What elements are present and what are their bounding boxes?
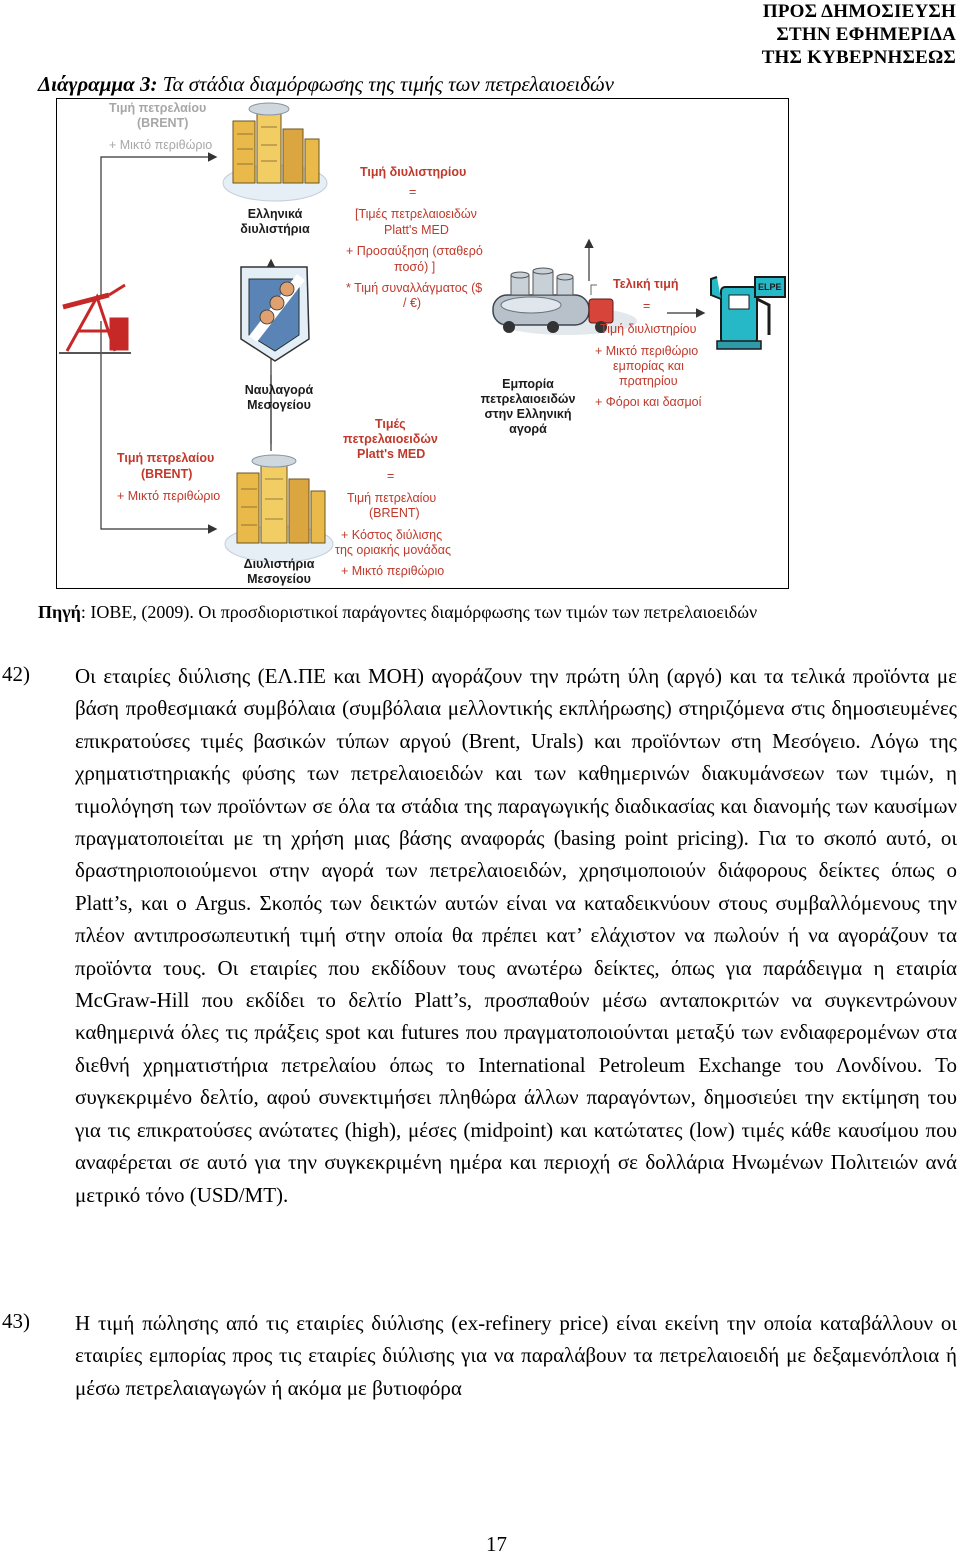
stamp-line: ΣΤΗΝ ΕΦΗΜΕΡΙΔΑ	[776, 24, 956, 45]
faded-brent-label: (BRENT)	[137, 116, 189, 130]
diagram-title-label: Διάγραμμα 3:	[38, 72, 158, 96]
platts-line1: Τιμή πετρελαίου	[347, 491, 437, 505]
final-price-line2: + Μικτό περιθώριο	[595, 344, 699, 358]
greek-refineries-label	[235, 207, 315, 237]
platts-line2: (BRENT)	[369, 506, 420, 520]
final-price-line4: πρατηρίου	[619, 374, 678, 388]
greek-refineries-line1: Ελληνικά	[247, 207, 303, 221]
paragraph-text: Η τιμή πώλησης από τις εταιρίες διύλισης (ex-refinery price) είναι εκείνη την οποία καταβάλλουν οι εταιρίες εμπορίας προς τις εταιρίες διύλισης για να παραλάβουν τα πετρελαιοειδή με δεξαμενόπλοια ή μέσω πετρελαιαγωγών ή ακόμα με βυτιοφόρα	[75, 1311, 957, 1400]
platts-eq: =	[387, 469, 395, 483]
shipping-line1: Ναυλαγορά	[244, 383, 314, 397]
trade-line4: αγορά	[509, 422, 547, 436]
diagram-title	[38, 72, 614, 97]
final-price-title: Τελική τιμή	[613, 277, 679, 291]
pump-sign-label: ELPE	[758, 282, 782, 292]
oil-price-margin: + Μικτό περιθώριο	[117, 489, 221, 503]
med-refineries-line2: Μεσογείου	[247, 572, 311, 586]
final-price-line5: + Φόροι και δασμοί	[595, 395, 702, 409]
paragraph-number: 43)	[2, 1309, 30, 1333]
refinery-price-line5: * Τιμή συναλλάγματος ($	[346, 281, 483, 295]
trade-line3: στην Ελληνική	[484, 407, 572, 421]
page-number: 17	[486, 1532, 507, 1556]
platts-title2: πετρελαιοειδών	[343, 432, 438, 446]
source-label: Πηγή	[38, 602, 81, 622]
faded-margin-label: + Μικτό περιθώριο	[109, 138, 213, 152]
tanker-badge-icon	[241, 267, 309, 361]
platts-line3: + Κόστος διύλισης	[341, 528, 443, 542]
refinery-price-line4: ποσό) ]	[394, 260, 436, 274]
paragraph-number: 42)	[2, 662, 30, 686]
med-refineries-label	[233, 557, 325, 587]
shipping-label	[233, 383, 325, 413]
trade-line1: Εμπορία	[502, 377, 554, 391]
final-price-line3: εμπορίας και	[613, 359, 684, 373]
refinery-price-line3: + Προσαύξηση (σταθερό	[346, 244, 483, 258]
platts-title1: Τιμές	[375, 417, 406, 431]
stamp-line: ΠΡΟΣ ΔΗΜΟΣΙΕΥΣΗ	[762, 1, 956, 22]
stamp-line: ΤΗΣ ΚΥΒΕΡΝΗΣΕΩΣ	[761, 47, 956, 68]
med-refineries-line1: Διυλιστήρια	[243, 557, 315, 571]
platts-line4: της οριακής μονάδας	[335, 543, 451, 557]
trade-line2: πετρελαιοειδών	[480, 392, 576, 406]
platts-title3: Platt's MED	[357, 447, 426, 461]
trade-label	[473, 377, 583, 437]
refinery-price-eq: =	[409, 185, 417, 199]
figure-source	[38, 602, 757, 623]
source-text: : ΙΟΒΕ, (2009). Οι προσδιοριστικοί παράγοντες διαμόρφωσης των τιμών των πετρελαιοειδών	[80, 602, 758, 622]
paragraph-text: Οι εταιρίες διύλισης (ΕΛ.ΠΕ και ΜΟΗ) αγοράζουν την πρώτη ύλη (αργό) και τα τελικά προϊόντα με βάση προθεσμιακά συμβόλαια (συμβόλαια μελλοντικής εκπλήρωσης) στηριζόμενα στις δημοσιευμένες επικρατούσες τιμές βασικών τύπων αργού (Brent, Urals) και προϊόντων στη Μεσόγειο. Λόγω της χρηματιστηριακής φύσης των πετρελαιοειδών και των καθημερινών διακυμάνσεων των τιμών, η τιμολόγηση των προϊόντων σε όλα τα στάδια της παραγωγικής διαδικασίας και διανομής των καυσίμων πραγματοποιείται με τη χρήση μιας βάσης αναφοράς (basing point pricing). Για το σκοπό αυτό, οι δραστηριοποιούμενοι στην αγορά των πετρελαιοειδών, χρησιμοποιούν διάφορους δείκτες όπως ο Platt’s, και ο Argus. Σκοπός των δεικτών αυτών είναι να καταδεικνύουν στους συμβαλλόμενους την πλέον αντιπροσωπευτική τιμή στην οποία θα πρέπει κατ’ ελάχιστον να πωλούν ή να αγοράζουν τα προϊόντα τους. Οι εταιρίες που εκδίδουν τους ανωτέρω δείκτες, όπως για παράδειγμα η εταιρία McGraw-Hill που εκδίδει το δελτίο Platt’s, προσπαθούν μέσω ανταποκριτών να συγκεντρώνουν καθημερινά όλες τις πράξεις spot και futures που πραγματοποιούνται μεταξύ των ενδιαφερομένων στα διεθνή χρηματιστήρια πετρελαίου όπως το International Petroleum Exchange του Λονδίνου. Το συγκεκριμένο δελτίο, αφού συνεκτιμήσει πληθώρα άλλων παραγόντων, δημοσιεύει την εκτίμηση του για τις επικρατούσες ανώτατες (high), μέσες (midpoint) και κατώτατες (low) τιμές κάθε καυσίμου που αναφέρεται σε αυτό για την συγκεκριμένη ημέρα και περιοχή σε δολλάρια Ηνωμένων Πολιτειών ανά μετρικό τόνο (USD/MT).	[75, 664, 957, 1207]
diagram-title-text: Τα στάδια διαμόρφωσης της τιμής των πετρελαιοειδών	[157, 72, 614, 96]
refinery-icon-top	[223, 103, 327, 201]
oil-derrick-icon	[59, 285, 131, 353]
refinery-price-line2: Platt's MED	[384, 223, 449, 237]
refinery-icon-bottom	[225, 455, 333, 562]
oil-price-label: Τιμή πετρελαίου	[117, 451, 215, 465]
greek-refineries-line2: διυλιστήρια	[240, 222, 310, 236]
shipping-line2: Μεσογείου	[247, 398, 311, 412]
price-stages-diagram	[56, 98, 789, 589]
refinery-price-line1: [Τιμές πετρελαιοειδών	[355, 207, 477, 221]
refinery-price-title: Τιμή διυλιστηρίου	[360, 165, 467, 179]
arrow-to-greek-refineries	[101, 157, 215, 297]
faded-oil-price-label: Τιμή πετρελαίου	[109, 101, 207, 115]
final-price-line1: Τιμή διυλιστηρίου	[600, 322, 697, 336]
final-price-eq: =	[643, 299, 651, 313]
refinery-price-line6: / €)	[403, 296, 422, 310]
oil-price-brent: (BRENT)	[141, 467, 193, 481]
publication-stamp	[696, 0, 956, 69]
platts-line5: + Μικτό περιθώριο	[341, 564, 445, 578]
